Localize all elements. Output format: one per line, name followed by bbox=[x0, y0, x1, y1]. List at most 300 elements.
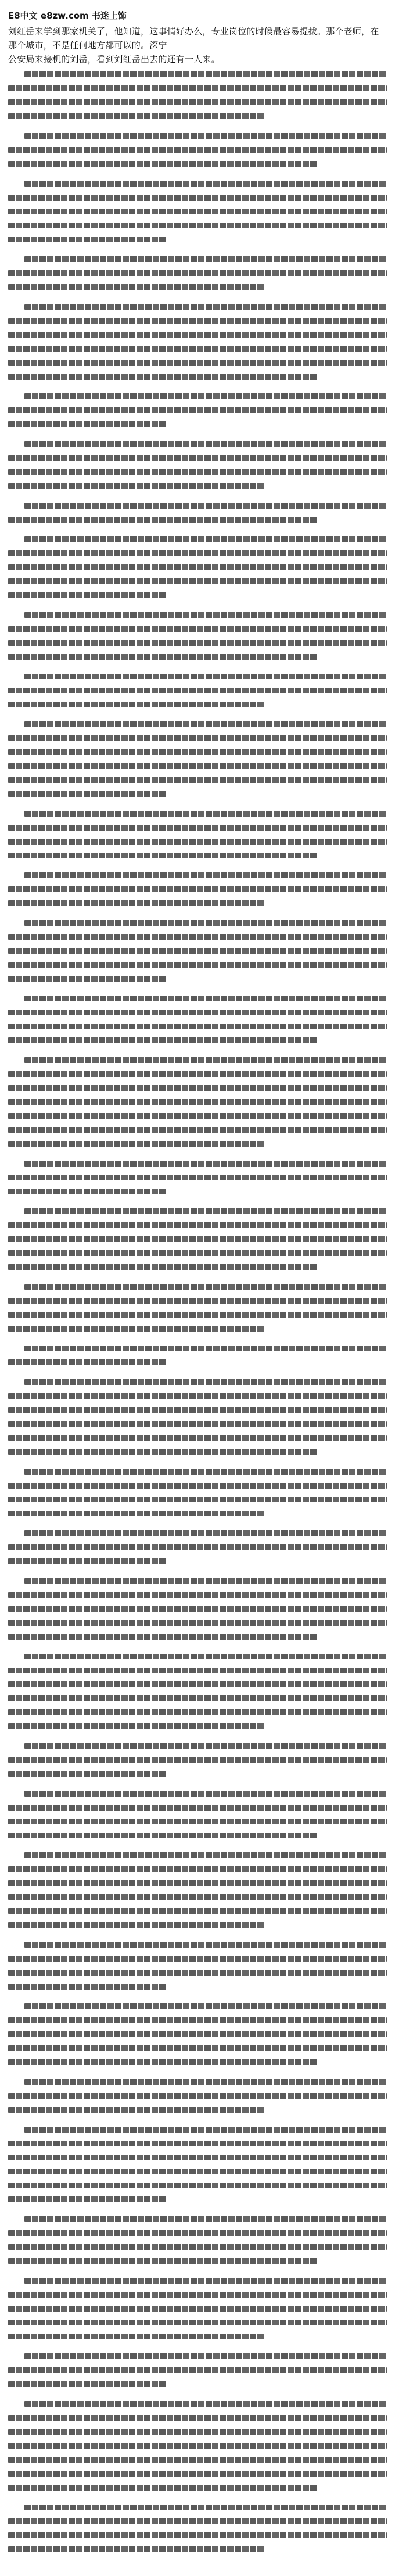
text-line bbox=[8, 1479, 387, 1493]
text-ink bbox=[8, 99, 387, 105]
text-ink bbox=[8, 735, 387, 741]
text-ink bbox=[8, 1024, 387, 1029]
text-line bbox=[8, 2425, 387, 2439]
text-line bbox=[8, 2397, 387, 2411]
paragraph bbox=[8, 717, 387, 801]
text-ink bbox=[8, 626, 387, 632]
text-line bbox=[8, 1787, 387, 1801]
text-line bbox=[8, 1204, 387, 1218]
text-line bbox=[8, 849, 387, 863]
text-line bbox=[8, 232, 387, 246]
paragraph bbox=[8, 2349, 387, 2391]
text-ink bbox=[8, 1558, 166, 1564]
text-ink bbox=[8, 455, 387, 461]
text-line bbox=[8, 2316, 387, 2330]
text-ink bbox=[8, 360, 387, 366]
text-line bbox=[8, 1952, 387, 1966]
text-ink bbox=[8, 1922, 265, 1928]
text-ink bbox=[8, 2059, 317, 2065]
text-ink bbox=[8, 749, 387, 755]
paragraph bbox=[8, 916, 387, 986]
text-line bbox=[8, 896, 387, 910]
text-ink bbox=[8, 2457, 387, 2463]
text-ink bbox=[8, 688, 387, 693]
text-ink bbox=[8, 2306, 387, 2312]
text-ink bbox=[8, 2485, 317, 2491]
text-ink bbox=[24, 721, 387, 727]
text-line bbox=[8, 2254, 387, 2268]
text-ink bbox=[24, 133, 387, 139]
text-line bbox=[8, 328, 387, 342]
text-line bbox=[8, 1554, 387, 1568]
text-line bbox=[8, 356, 387, 370]
paragraph bbox=[8, 2397, 387, 2495]
text-line bbox=[8, 2453, 387, 2467]
text-line bbox=[8, 1294, 387, 1308]
text-ink bbox=[8, 2415, 387, 2421]
text-line bbox=[8, 1588, 387, 1602]
text-line bbox=[8, 532, 387, 546]
text-line bbox=[8, 1918, 387, 1932]
text-line bbox=[8, 1109, 387, 1123]
text-ink bbox=[8, 1483, 387, 1489]
text-ink bbox=[8, 374, 317, 380]
text-ink bbox=[8, 900, 265, 906]
text-ink bbox=[8, 2443, 387, 2449]
text-ink bbox=[8, 2518, 387, 2524]
text-ink bbox=[8, 1894, 387, 1900]
text-ink bbox=[8, 1984, 166, 1990]
text-line bbox=[8, 958, 387, 972]
text-ink bbox=[8, 1970, 387, 1976]
text-line bbox=[8, 2027, 387, 2041]
text-ink bbox=[8, 976, 166, 982]
text-line bbox=[8, 1260, 387, 1274]
paragraph bbox=[8, 670, 387, 711]
text-ink bbox=[8, 85, 387, 91]
paragraph bbox=[8, 1739, 387, 1781]
paragraph bbox=[8, 437, 387, 493]
text-line bbox=[8, 697, 387, 711]
text-line bbox=[8, 2178, 387, 2192]
text-line bbox=[8, 1019, 387, 1033]
text-line bbox=[8, 1246, 387, 1260]
text-ink bbox=[8, 550, 387, 556]
text-ink bbox=[8, 2093, 387, 2099]
text-ink bbox=[24, 1654, 387, 1659]
text-ink bbox=[8, 962, 387, 968]
site-url[interactable]: e8zw.com bbox=[40, 10, 89, 21]
text-ink bbox=[8, 1634, 317, 1640]
text-ink bbox=[8, 1393, 387, 1399]
text-ink bbox=[8, 2141, 387, 2146]
text-ink bbox=[24, 2401, 387, 2407]
text-ink bbox=[24, 304, 387, 310]
text-line bbox=[8, 499, 387, 513]
text-ink bbox=[8, 1113, 387, 1119]
text-ink bbox=[24, 1791, 387, 1797]
paragraph bbox=[8, 129, 387, 171]
text-ink bbox=[8, 1264, 317, 1270]
text-ink bbox=[24, 996, 387, 1001]
body-text bbox=[8, 67, 387, 2556]
paragraph bbox=[8, 608, 387, 664]
text-ink bbox=[8, 1298, 387, 1304]
text-ink bbox=[24, 1530, 387, 1536]
text-line bbox=[8, 1493, 387, 1507]
text-ink bbox=[24, 1161, 387, 1167]
text-line bbox=[8, 1081, 387, 1095]
text-line bbox=[8, 717, 387, 731]
text-ink bbox=[8, 1435, 387, 1441]
text-ink bbox=[8, 1085, 387, 1091]
text-line bbox=[8, 1375, 387, 1389]
paragraph bbox=[8, 2500, 387, 2556]
text-ink bbox=[8, 2230, 387, 2236]
text-ink bbox=[8, 2107, 265, 2113]
intro-line: 刘红岳来学到那家机关了，他知道，这事情好办么，专业岗位的时候最容易提拔。那个老师，在那个城市，不是任何地方都可以的。深宁 bbox=[8, 26, 379, 51]
text-line bbox=[8, 389, 387, 403]
text-ink bbox=[24, 2505, 387, 2510]
paragraph bbox=[8, 499, 387, 527]
text-line bbox=[8, 546, 387, 560]
text-line bbox=[8, 2411, 387, 2425]
text-ink bbox=[8, 223, 387, 228]
paragraph bbox=[8, 1157, 387, 1198]
text-ink bbox=[24, 1057, 387, 1063]
text-ink bbox=[8, 1771, 166, 1777]
text-line bbox=[8, 1417, 387, 1431]
text-line bbox=[8, 1829, 387, 1842]
site-tagline: 书迷上饰 bbox=[91, 10, 127, 21]
text-line bbox=[8, 191, 387, 205]
intro-line: 公安局来接机的刘岳，看到刘红岳出去的还有一人来。 bbox=[8, 54, 220, 65]
text-line bbox=[8, 219, 387, 232]
text-ink bbox=[8, 2196, 166, 2202]
text-ink bbox=[8, 483, 265, 489]
text-ink bbox=[24, 1208, 387, 1214]
text-ink bbox=[8, 1421, 387, 1427]
text-line bbox=[8, 916, 387, 930]
text-line bbox=[8, 2528, 387, 2542]
text-line bbox=[8, 807, 387, 821]
paragraph bbox=[8, 177, 387, 246]
text-line bbox=[8, 2055, 387, 2069]
text-line bbox=[8, 1677, 387, 1691]
text-line bbox=[8, 2137, 387, 2151]
paragraph bbox=[8, 1341, 387, 1369]
text-line bbox=[8, 588, 387, 602]
text-ink bbox=[8, 1723, 265, 1729]
text-ink bbox=[8, 1222, 387, 1228]
text-line bbox=[8, 2013, 387, 2027]
text-line bbox=[8, 342, 387, 356]
text-line bbox=[8, 1616, 387, 1630]
text-line bbox=[8, 608, 387, 622]
text-line bbox=[8, 1705, 387, 1719]
text-ink bbox=[8, 318, 387, 324]
text-ink bbox=[8, 1127, 387, 1133]
paragraph bbox=[8, 2274, 387, 2344]
text-line bbox=[8, 1691, 387, 1705]
text-line bbox=[8, 1171, 387, 1185]
text-line bbox=[8, 731, 387, 745]
text-ink bbox=[24, 536, 387, 542]
paragraph bbox=[8, 67, 387, 123]
text-ink bbox=[24, 1284, 387, 1290]
text-ink bbox=[24, 1942, 387, 1948]
text-line bbox=[8, 1540, 387, 1554]
paragraph bbox=[8, 1999, 387, 2069]
text-ink bbox=[8, 564, 387, 570]
text-line bbox=[8, 2363, 387, 2377]
text-ink bbox=[24, 1379, 387, 1385]
text-line bbox=[8, 129, 387, 143]
paragraph bbox=[8, 992, 387, 1047]
text-line bbox=[8, 1904, 387, 1918]
text-ink bbox=[8, 1668, 387, 1673]
text-ink bbox=[8, 113, 265, 119]
text-ink bbox=[8, 592, 166, 598]
text-line bbox=[8, 1526, 387, 1540]
text-line bbox=[8, 2330, 387, 2344]
text-line bbox=[8, 177, 387, 191]
text-ink bbox=[24, 71, 387, 77]
paragraph bbox=[8, 1280, 387, 1336]
text-line bbox=[8, 882, 387, 896]
text-line bbox=[8, 1465, 387, 1479]
text-line bbox=[8, 1602, 387, 1616]
text-ink bbox=[8, 1866, 387, 1872]
text-line bbox=[8, 787, 387, 801]
text-ink bbox=[24, 1743, 387, 1749]
text-line bbox=[8, 574, 387, 588]
text-ink bbox=[24, 2127, 387, 2133]
text-ink bbox=[8, 1757, 387, 1763]
text-ink bbox=[8, 1071, 387, 1077]
text-line bbox=[8, 1232, 387, 1246]
paragraph bbox=[8, 252, 387, 294]
text-line bbox=[8, 2089, 387, 2103]
text-line bbox=[8, 1341, 387, 1355]
text-line bbox=[8, 1308, 387, 1322]
text-line bbox=[8, 314, 387, 328]
text-ink bbox=[8, 284, 265, 290]
text-ink bbox=[8, 1099, 387, 1105]
text-line bbox=[8, 821, 387, 835]
paragraph bbox=[8, 389, 387, 431]
paragraph bbox=[8, 1650, 387, 1733]
text-line bbox=[8, 2288, 387, 2302]
text-line bbox=[8, 2542, 387, 2556]
paragraph bbox=[8, 300, 387, 384]
text-ink bbox=[8, 777, 387, 783]
text-ink bbox=[8, 2471, 387, 2477]
text-line bbox=[8, 972, 387, 986]
text-ink bbox=[8, 1833, 317, 1838]
text-line bbox=[8, 2500, 387, 2514]
text-line bbox=[8, 1663, 387, 1677]
text-ink bbox=[8, 1511, 265, 1516]
text-ink bbox=[24, 181, 387, 187]
text-ink bbox=[8, 1175, 387, 1180]
text-ink bbox=[8, 469, 387, 475]
text-line bbox=[8, 1650, 387, 1663]
text-ink bbox=[8, 1141, 265, 1147]
text-line bbox=[8, 835, 387, 849]
paragraph bbox=[8, 1938, 387, 1994]
text-ink bbox=[24, 920, 387, 926]
text-line bbox=[8, 1006, 387, 1019]
text-ink bbox=[8, 1880, 387, 1886]
text-ink bbox=[8, 654, 317, 660]
text-line bbox=[8, 2041, 387, 2055]
text-line bbox=[8, 745, 387, 759]
paragraph bbox=[8, 1053, 387, 1151]
text-ink bbox=[24, 612, 387, 618]
text-ink bbox=[8, 2292, 387, 2298]
text-line bbox=[8, 1053, 387, 1067]
text-line bbox=[8, 252, 387, 266]
text-ink bbox=[8, 763, 387, 769]
text-line bbox=[8, 403, 387, 417]
intro-text bbox=[8, 24, 387, 66]
text-line bbox=[8, 205, 387, 219]
text-ink bbox=[8, 702, 265, 707]
text-line bbox=[8, 2075, 387, 2089]
text-ink bbox=[8, 1606, 387, 1612]
paragraph bbox=[8, 1848, 387, 1932]
text-line bbox=[8, 1801, 387, 1815]
text-line bbox=[8, 465, 387, 479]
text-line bbox=[8, 2514, 387, 2528]
text-ink bbox=[8, 332, 387, 338]
text-line bbox=[8, 1999, 387, 2013]
text-ink bbox=[24, 2079, 387, 2085]
text-ink bbox=[8, 1326, 265, 1332]
text-ink bbox=[8, 1189, 166, 1194]
text-line bbox=[8, 1137, 387, 1151]
paragraph bbox=[8, 2075, 387, 2117]
text-ink bbox=[8, 1805, 387, 1811]
text-line bbox=[8, 1280, 387, 1294]
text-line bbox=[8, 1980, 387, 1994]
text-ink bbox=[8, 791, 166, 797]
text-ink bbox=[8, 2169, 387, 2174]
text-ink bbox=[8, 237, 166, 242]
text-ink bbox=[8, 2546, 265, 2552]
text-line bbox=[8, 1123, 387, 1137]
text-line bbox=[8, 266, 387, 280]
text-line bbox=[8, 1095, 387, 1109]
text-line bbox=[8, 1890, 387, 1904]
text-line bbox=[8, 451, 387, 465]
text-ink bbox=[8, 270, 387, 276]
text-line bbox=[8, 2274, 387, 2288]
text-line bbox=[8, 417, 387, 431]
text-line bbox=[8, 300, 387, 314]
text-line bbox=[8, 95, 387, 109]
text-ink bbox=[24, 441, 387, 447]
text-line bbox=[8, 1815, 387, 1829]
text-line bbox=[8, 1389, 387, 1403]
text-line bbox=[8, 992, 387, 1006]
text-line bbox=[8, 560, 387, 574]
text-ink bbox=[8, 346, 387, 352]
text-line bbox=[8, 1431, 387, 1445]
text-line bbox=[8, 2164, 387, 2178]
text-ink bbox=[24, 393, 387, 399]
text-line bbox=[8, 636, 387, 650]
text-line bbox=[8, 1067, 387, 1081]
text-line bbox=[8, 109, 387, 123]
text-ink bbox=[24, 1346, 387, 1351]
text-line bbox=[8, 622, 387, 636]
paragraph bbox=[8, 1574, 387, 1644]
text-line bbox=[8, 1157, 387, 1171]
text-ink bbox=[8, 2017, 387, 2023]
text-ink bbox=[8, 1908, 387, 1914]
text-line bbox=[8, 2212, 387, 2226]
text-ink bbox=[24, 674, 387, 679]
paragraph bbox=[8, 2212, 387, 2268]
text-line bbox=[8, 143, 387, 157]
text-ink bbox=[8, 1497, 387, 1502]
text-ink bbox=[8, 2244, 387, 2250]
site-header bbox=[8, 10, 387, 21]
paragraph bbox=[8, 1526, 387, 1568]
text-line bbox=[8, 930, 387, 944]
text-ink bbox=[24, 503, 387, 509]
text-ink bbox=[8, 839, 387, 845]
text-ink bbox=[8, 517, 317, 523]
text-line bbox=[8, 370, 387, 384]
text-ink bbox=[8, 2334, 265, 2339]
paragraph bbox=[8, 807, 387, 863]
text-ink bbox=[24, 1578, 387, 1584]
text-line bbox=[8, 944, 387, 958]
text-ink bbox=[8, 1407, 387, 1413]
paragraph bbox=[8, 1465, 387, 1520]
text-ink bbox=[8, 1449, 317, 1455]
text-ink bbox=[24, 2353, 387, 2359]
text-ink bbox=[8, 1544, 387, 1550]
text-line bbox=[8, 2302, 387, 2316]
text-line bbox=[8, 2240, 387, 2254]
text-line bbox=[8, 1966, 387, 1980]
paragraph bbox=[8, 1204, 387, 1274]
text-ink bbox=[24, 2003, 387, 2009]
text-ink bbox=[24, 872, 387, 878]
text-ink bbox=[8, 2258, 317, 2264]
text-ink bbox=[8, 2031, 387, 2037]
text-line bbox=[8, 479, 387, 493]
text-line bbox=[8, 2103, 387, 2117]
text-line bbox=[8, 684, 387, 697]
text-ink bbox=[8, 2320, 387, 2325]
text-line bbox=[8, 1938, 387, 1952]
paragraph bbox=[8, 868, 387, 910]
text-ink bbox=[8, 161, 317, 167]
text-ink bbox=[8, 2155, 387, 2160]
text-ink bbox=[8, 1037, 317, 1043]
text-line bbox=[8, 1355, 387, 1369]
text-line bbox=[8, 1767, 387, 1781]
text-line bbox=[8, 1630, 387, 1644]
text-line bbox=[8, 1403, 387, 1417]
text-ink bbox=[8, 1709, 387, 1715]
text-line bbox=[8, 1445, 387, 1459]
